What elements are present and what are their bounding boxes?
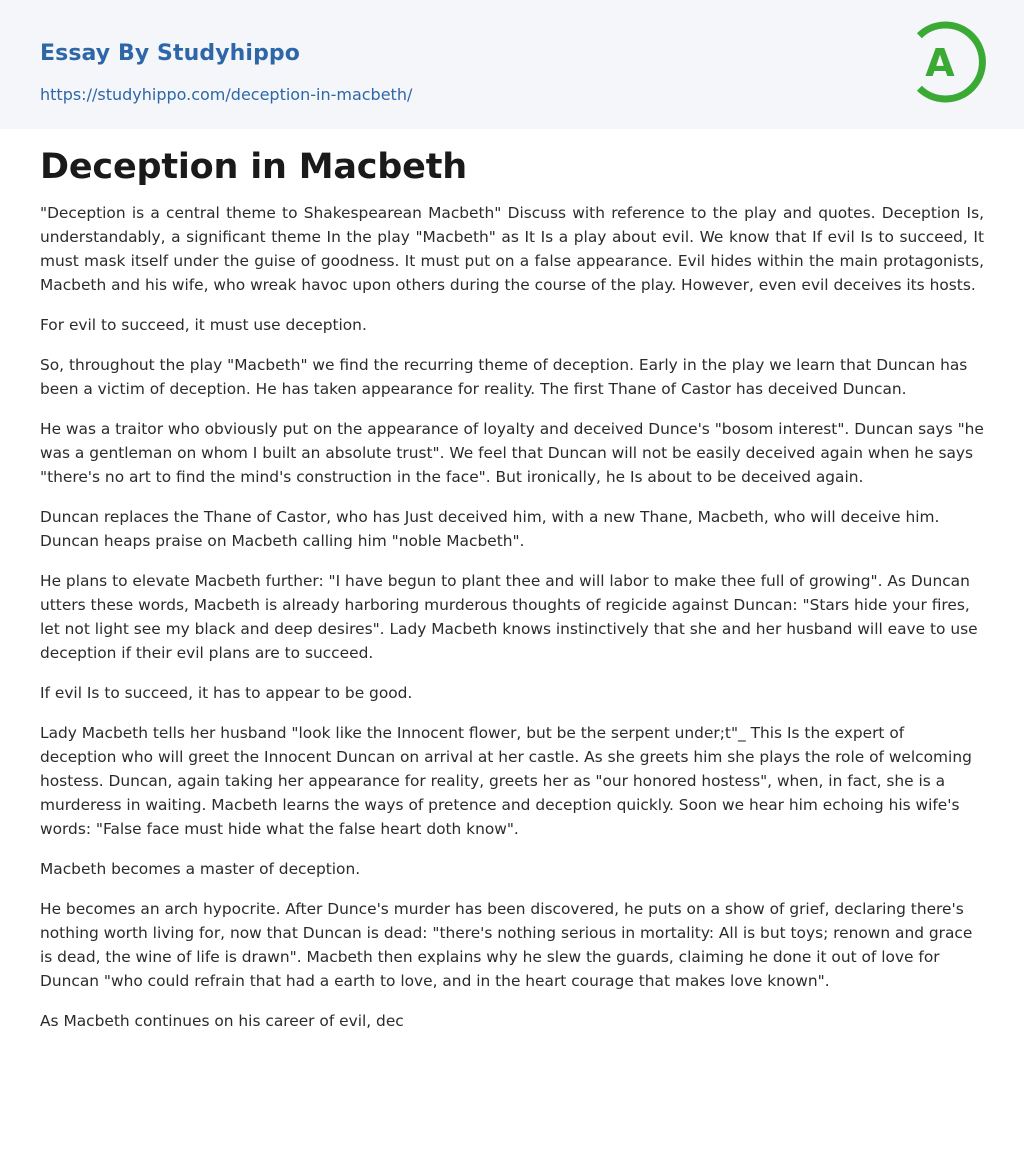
- studyhippo-logo-icon[interactable]: [906, 16, 990, 108]
- source-url-link[interactable]: https://studyhippo.com/deception-in-macbeth/: [40, 85, 413, 104]
- paragraph: "Deception is a central theme to Shakespearean Macbeth" Discuss with reference to the play and quotes. Deception Is, understandably, a significant theme In the play "Macbeth" as It Is a play about evil. We know that If evil Is to succeed, It must mask itself under the guise of goodness. It must put on a false appearance. Evil hides within the main protagonists, Macbeth and his wife, who wreak havoc upon others during the course of the play. However, even evil deceives its hosts.: [40, 204, 984, 294]
- paragraph: As Macbeth continues on his career of evil, dec: [40, 1012, 404, 1030]
- paragraph: If evil Is to succeed, it has to appear to be good.: [40, 684, 413, 702]
- paragraph: He becomes an arch hypocrite. After Dunce's murder has been discovered, he puts on a show of grief, declaring there's nothing worth living for, now that Duncan is dead: "there's nothing serious in mortality: All is but toys; renown and grace is dead, the wine of life is drawn". Macbeth then explains why he slew the guards, claiming he done it out of love for Duncan "who could refrain that had a earth to love, and in the heart courage that makes love known".: [40, 900, 973, 990]
- site-header: [0, 0, 1024, 129]
- logo-letter: A: [925, 41, 955, 85]
- paragraph: He plans to elevate Macbeth further: "I have begun to plant thee and will labor to make thee full of growing". As Duncan utters these words, Macbeth is already harboring murderous thoughts of regicide against Duncan: "Stars hide your fires, let not light see my black and deep desires". Lady Macbeth knows instinctively that she and her husband will eave to use deception if their evil plans are to succeed.: [40, 572, 978, 662]
- essay-body: [40, 201, 984, 1049]
- paragraph: Macbeth becomes a master of deception.: [40, 860, 361, 878]
- paragraph: He was a traitor who obviously put on the appearance of loyalty and deceived Dunce's "bosom interest". Duncan says "he was a gentleman on whom I built an absolute trust". We feel that Duncan will not be easily deceived again when he says "there's no art to find the mind's construction in the face". But ironically, he Is about to be deceived again.: [40, 420, 984, 486]
- paragraph: For evil to succeed, it must use deception.: [40, 316, 367, 334]
- brand-title[interactable]: Essay By Studyhippo: [40, 41, 300, 66]
- paragraph: Duncan replaces the Thane of Castor, who has Just deceived him, with a new Thane, Macbeth, who will deceive him. Duncan heaps praise on Macbeth calling him "noble Macbeth".: [40, 508, 940, 550]
- paragraph: Lady Macbeth tells her husband "look like the Innocent flower, but be the serpent under;t"_ This Is the expert of deception who will greet the Innocent Duncan on arrival at her castle. As she greets him she plays the role of welcoming hostess. Duncan, again taking her appearance for reality, greets her as "our honored hostess", when, in fact, she is a murderess in waiting. Macbeth learns the ways of pretence and deception quickly. Soon we hear him echoing his wife's words: "False face must hide what the false heart doth know".: [40, 724, 972, 838]
- paragraph: So, throughout the play "Macbeth" we find the recurring theme of deception. Early in the play we learn that Duncan has been a victim of deception. He has taken appearance for reality. The first Thane of Castor has deceived Duncan.: [40, 356, 968, 398]
- page-title: Deception in Macbeth: [40, 147, 467, 187]
